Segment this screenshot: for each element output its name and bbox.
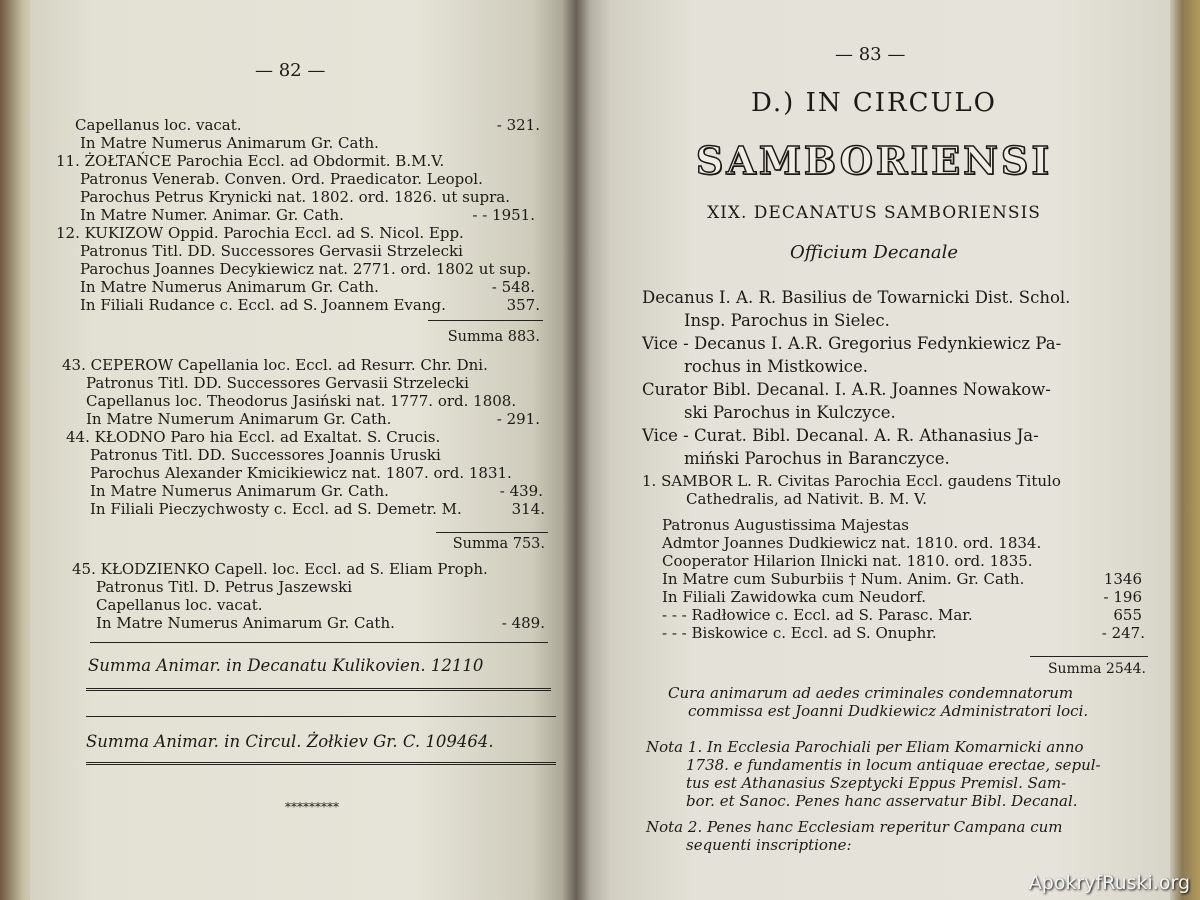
entry-line: In Filiali Zawidowka cum Neudorf. <box>662 588 927 606</box>
rule-sum-14 <box>436 532 548 533</box>
nota-line: 1738. e fundamentis in locum antiquae erectae, sepul- <box>686 756 1101 774</box>
text-line: In Filiali Pieczychwosty c. Eccl. ad S. Demetr. M. <box>90 500 462 518</box>
heading-samboriensi: SAMBORIENSI <box>695 138 1053 183</box>
entry-line: - - - Radłowice c. Eccl. ad S. Parasc. Mar. <box>662 606 973 624</box>
book-gutter <box>562 0 590 900</box>
heading-officium: Officium Decanale <box>789 242 959 263</box>
book-edge-right <box>1170 0 1200 900</box>
entry-line: Patronus Augustissima Majestas <box>662 516 909 534</box>
number-value: - 321. <box>496 116 540 134</box>
text-line: Patronus Titl. D. Petrus Jaszewski <box>96 578 353 596</box>
text-line: Capellanus loc. vacat. <box>75 116 242 134</box>
text-line: In Matre Numerus Animarum Gr. Cath. <box>90 482 389 500</box>
circulus-total: Summa Animar. in Circul. Żołkiev Gr. C. 109464. <box>86 732 494 751</box>
officium-line: Vice - Curat. Bibl. Decanal. A. R. Athanasius Ja- <box>642 426 1039 445</box>
text-line: In Matre Numerus Animarum Gr. Cath. <box>80 278 379 296</box>
text-line: In Matre Numer. Animar. Gr. Cath. <box>80 206 344 224</box>
number-value: - 196 <box>1103 588 1142 606</box>
text-line: 44. KŁODNO Paro hia Eccl. ad Exaltat. S. Crucis. <box>66 428 441 446</box>
sum-value: Summa 883. <box>447 329 540 345</box>
text-line: Patronus Titl. DD. Successores Gervasii Strzelecki <box>86 374 469 392</box>
nota-line: tus est Athanasius Szeptycki Eppus Premisl. Sam- <box>686 774 1067 792</box>
cura-line: Cura animarum ad aedes criminales condemnatorum <box>668 684 1074 702</box>
text-line: Patronus Titl. DD. Successores Joannis Uruski <box>90 446 441 464</box>
text-line: Capellanus loc. Theodorus Jasiński nat. 1777. ord. 1808. <box>86 392 517 410</box>
text-line: Capellanus loc. vacat. <box>96 596 263 614</box>
officium-line: Vice - Decanus I. A.R. Gregorius Fedynkiewicz Pa- <box>642 334 1062 353</box>
nota-line: bor. et Sanoc. Penes hanc asservatur Bibl. Decanal. <box>686 792 1078 810</box>
number-value: - 489. <box>501 614 545 632</box>
cura-line: commissa est Joanni Dudkiewicz Administratori loci. <box>688 702 1089 720</box>
entry-sambor-sum: Summa 2544. <box>1047 661 1146 677</box>
nota-line: Nota 1. In Ecclesia Parochiali per Eliam Komarnicki anno <box>646 738 1084 756</box>
number-value: 357. <box>506 296 540 314</box>
number-value: - 247. <box>1101 624 1145 642</box>
nota-line: sequenti inscriptione: <box>686 836 852 854</box>
text-line: Parochus Petrus Krynicki nat. 1802. ord. 1826. ut supra. <box>80 188 510 206</box>
heading-decanatus: XIX. DECANATUS SAMBORIENSIS <box>707 203 1041 223</box>
entry-line: In Matre cum Suburbiis † Num. Anim. Gr. Cath. <box>662 570 1025 588</box>
officium-line: Curator Bibl. Decanal. I. A.R. Joannes Nowakow- <box>642 380 1051 399</box>
watermark-text: ApokryfRuski.org <box>1028 872 1190 894</box>
sum-value: Summa 753. <box>452 536 545 552</box>
officium-line: ski Parochus in Kulczyce. <box>684 403 896 422</box>
text-line: 11. ŻOŁTAŃCE Parochia Eccl. ad Obdormit. B.M.V. <box>56 152 445 170</box>
number-value: 1346 <box>1103 570 1142 588</box>
entry-line: - - - Biskowice c. Eccl. ad S. Onuphr. <box>662 624 937 642</box>
nota-line: Nota 2. Penes hanc Ecclesiam reperitur Campana cum <box>646 818 1063 836</box>
text-line: Patronus Titl. DD. Successores Gervasii Strzelecki <box>80 242 463 260</box>
number-value: 314. <box>511 500 545 518</box>
decanatus-total: Summa Animar. in Decanatu Kulikovien. 12110 <box>88 656 484 675</box>
officium-line: miński Parochus in Baranczyce. <box>684 449 950 468</box>
page-number-right: — 83 — <box>835 44 906 65</box>
text-line: Parochus Alexander Kmicikiewicz nat. 1807. ord. 1831. <box>90 464 512 482</box>
number-value: - 548. <box>491 278 535 296</box>
page-number-left: — 82 — <box>255 60 326 81</box>
rule-circulus <box>86 762 556 765</box>
text-line: In Filiali Rudance c. Eccl. ad S. Joannem Evang. <box>80 296 446 314</box>
rule-sum-sambor <box>1030 656 1148 657</box>
entry-line: 1. SAMBOR L. R. Civitas Parochia Eccl. gaudens Titulo <box>642 472 1061 490</box>
text-line: 45. KŁODZIENKO Capell. loc. Eccl. ad S. Eliam Proph. <box>72 560 488 578</box>
number-value: - 291. <box>496 410 540 428</box>
text-line: Patronus Venerab. Conven. Ord. Praedicator. Leopol. <box>80 170 483 188</box>
officium-line: Decanus I. A. R. Basilius de Towarnicki Dist. Schol. <box>642 288 1071 307</box>
text-line: 43. CEPEROW Capellania loc. Eccl. ad Resurr. Chr. Dni. <box>62 356 488 374</box>
number-value: - 439. <box>499 482 543 500</box>
text-line: In Matre Numerus Animarum Gr. Cath. <box>96 614 395 632</box>
heading-in-circulo: D.) IN CIRCULO <box>750 88 997 118</box>
entry-line: Admtor Joannes Dudkiewicz nat. 1810. ord. 1834. <box>662 534 1042 552</box>
entry-line: Cooperator Hilarion Ilnicki nat. 1810. ord. 1835. <box>662 552 1033 570</box>
officium-line: rochus in Mistkowice. <box>684 357 869 376</box>
rule-pre-circulus <box>86 716 556 717</box>
text-line: In Matre Numerus Animarum Gr. Cath. <box>80 134 379 152</box>
rule-sum-12 <box>428 320 543 321</box>
officium-line: Insp. Parochus in Sielec. <box>684 311 890 330</box>
rule-pre-decanatus <box>90 642 548 643</box>
number-value: 655 <box>1113 606 1142 624</box>
ornament-stars: ********* <box>285 800 339 814</box>
rule-decanatus <box>86 688 551 691</box>
text-line: Parochus Joannes Decykiewicz nat. 2771. ord. 1802 ut sup. <box>80 260 531 278</box>
text-line: In Matre Numerum Animarum Gr. Cath. <box>86 410 392 428</box>
number-value: - - 1951. <box>472 206 535 224</box>
entry-line: Cathedralis, ad Nativit. B. M. V. <box>686 490 928 508</box>
text-line: 12. KUKIZOW Oppid. Parochia Eccl. ad S. Nicol. Epp. <box>56 224 464 242</box>
